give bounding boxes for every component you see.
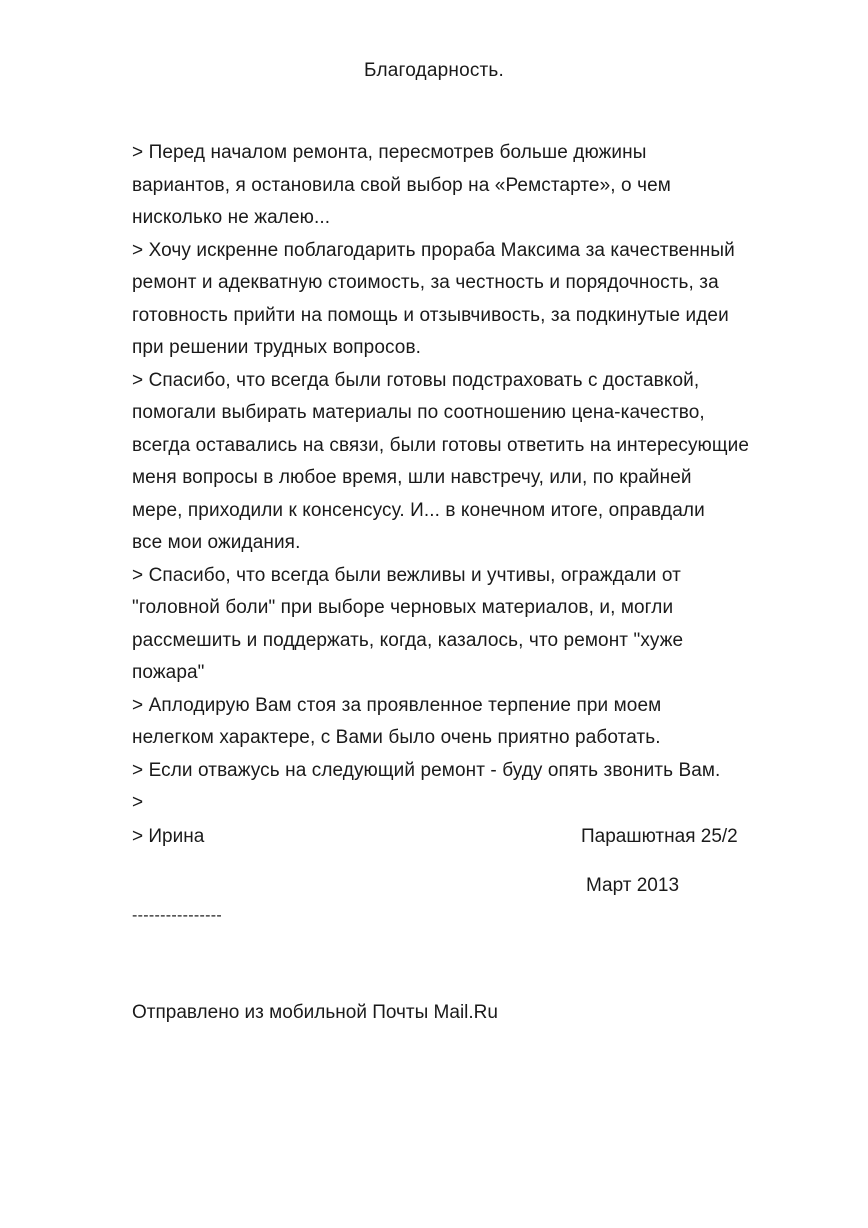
body-line: > Аплодирую Вам стоя за проявленное терпение при моем xyxy=(132,694,662,716)
body-line: нелегком характере, с Вами было очень приятно работать. xyxy=(132,727,661,748)
body-line: > Хочу искренне поблагодарить прораба Максима за качественный xyxy=(132,239,735,261)
signature-separator: ---------------- xyxy=(132,907,223,924)
body-line: готовность прийти на помощь и отзывчивость, за подкинутые идеи xyxy=(132,304,729,326)
signature-name: > Ирина xyxy=(132,826,205,847)
body-line: ремонт и адекватную стоимость, за честность и порядочность, за xyxy=(132,272,719,293)
letter-body xyxy=(132,137,832,820)
body-line: пожара" xyxy=(132,662,205,683)
body-line: нисколько не жалею... xyxy=(132,207,331,228)
body-line: все мои ожидания. xyxy=(132,532,301,553)
body-line: рассмешить и поддержать, когда, казалось, что ремонт "хуже xyxy=(132,629,684,651)
letter-date: Март 2013 xyxy=(586,875,680,896)
body-line: мере, приходили к консенсусу. И... в конечном итоге, оправдали xyxy=(132,499,705,521)
body-line: помогали выбирать материалы по соотношению цена-качество, xyxy=(132,402,705,423)
signature-address: Парашютная 25/2 xyxy=(581,826,738,847)
body-line: > Если отважусь на следующий ремонт - буду опять звонить Вам. xyxy=(132,759,721,781)
signature-row xyxy=(132,821,832,854)
letter-title: Благодарность. xyxy=(363,60,505,81)
body-line: > xyxy=(132,792,144,813)
mail-footer: Отправлено из мобильной Почты Mail.Ru xyxy=(132,1002,498,1023)
body-line: "головной боли" при выборе черновых материалов, и, могли xyxy=(132,597,674,618)
body-line: > Перед началом ремонта, пересмотрев больше дюжины xyxy=(132,142,647,163)
body-line: меня вопросы в любое время, шли навстречу, или, по крайней xyxy=(132,467,692,488)
body-line: всегда оставались на связи, были готовы ответить на интересующие xyxy=(132,434,750,456)
body-line: > Спасибо, что всегда были готовы подстраховать с доставкой, xyxy=(132,369,700,391)
body-line: > Спасибо, что всегда были вежливы и учтивы, ограждали от xyxy=(132,564,681,586)
body-line: при решении трудных вопросов. xyxy=(132,337,422,358)
body-line: вариантов, я остановила свой выбор на «Ремстарте», о чем xyxy=(132,174,671,196)
